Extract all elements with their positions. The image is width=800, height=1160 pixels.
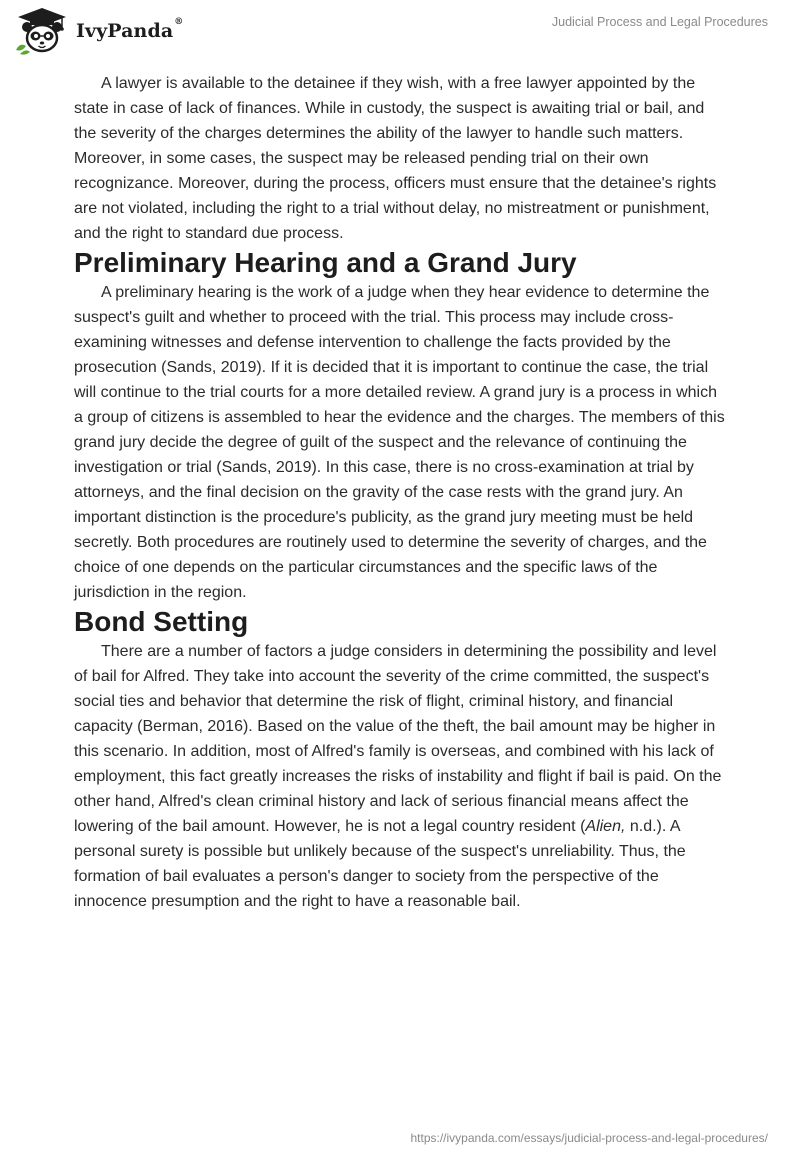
document-title: Judicial Process and Legal Procedures	[551, 15, 768, 29]
page-header	[0, 0, 800, 64]
bond-setting-paragraph	[74, 639, 730, 914]
footer-url[interactable]: https://ivypanda.com/essays/judicial-process-and-legal-procedures/	[410, 1131, 768, 1145]
registered-mark: ®	[174, 17, 184, 27]
bond-text-part2: n.d.). A personal surety is possible but unlikely because of the suspect's unreliability. Thus, the formation of bail evaluates a person's danger to society from the perspective of the innocence presumption and the right to have a reasonable bail.	[74, 818, 686, 910]
section-heading-bond-setting: Bond Setting	[74, 606, 249, 637]
bond-text-part1: There are a number of factors a judge considers in determining the possibility and level of bail for Alfred. They take into account the severity of the crime committed, the suspect's social ties and behavior that determine the risk of flight, criminal history, and financial capacity (Berman, 2016). Based on the value of the theft, the bail amount may be higher in this scenario. In addition, most of Alfred's family is overseas, and combined with his lack of employment, this fact greatly increases the risks of instability and flight if bail is paid. On the other hand, Alfred's clean criminal history and lack of serious financial means affect the lowering of the bail amount. However, he is not a legal country resident (	[74, 643, 722, 835]
intro-paragraph: A lawyer is available to the detainee if they wish, with a free lawyer appointed by the state in case of lack of finances. While in custody, the suspect is awaiting trial or bail, and the severity of the charges determines the ability of the lawyer to handle such matters. Moreover, in some cases, the suspect may be released pending trial on their own recognizance. Moreover, during the process, officers must ensure that the detainee's rights are not violated, including the right to a trial without delay, no mistreatment or punishment, and the right to standard due process.	[74, 75, 717, 242]
citation-italic: Alien,	[585, 818, 626, 835]
section-heading-preliminary-hearing: Preliminary Hearing and a Grand Jury	[74, 247, 577, 278]
essay-content	[74, 71, 730, 914]
preliminary-hearing-paragraph: A preliminary hearing is the work of a judge when they hear evidence to determine the suspect's guilt and whether to proceed with the trial. This process may include cross-examining witnesses and defense intervention to challenge the facts provided by the prosecution (Sands, 2019). If it is decided that it is important to continue the case, the trial will continue to the trial courts for a more detailed review. A grand jury is a process in which a group of citizens is assembled to hear the evidence and the charges. The members of this grand jury decide the degree of guilt of the suspect and the relevance of continuing the investigation or trial (Sands, 2019). In this case, there is no cross-examination at trial by attorneys, and the final decision on the gravity of the case rests with the grand jury. An important distinction is the procedure's publicity, as the grand jury meeting must be held secretly. Both procedures are routinely used to determine the severity of charges, and the choice of one depends on the particular circumstances and the specific laws of the jurisdiction in the region.	[74, 284, 725, 601]
brand-name: IvyPanda®	[76, 17, 184, 42]
logo[interactable]	[14, 6, 183, 56]
panda-graduate-icon	[14, 6, 70, 56]
